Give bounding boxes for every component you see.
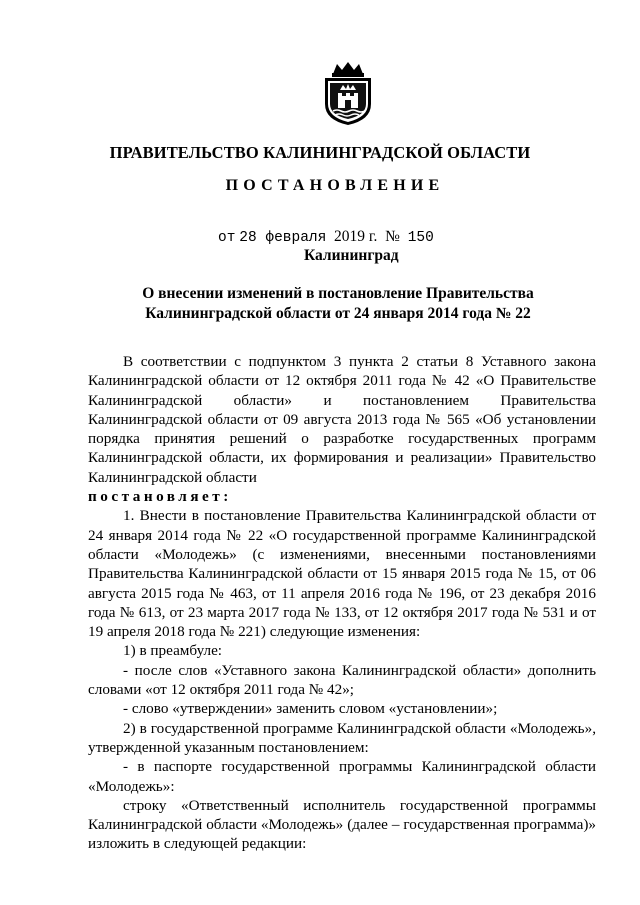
coat-of-arms-icon — [319, 60, 377, 126]
paragraph-subitem-1: 1) в преамбуле: — [123, 642, 223, 660]
document-body — [88, 352, 596, 854]
document-subject — [0, 284, 640, 324]
paragraph-item-1: 1. Внести в постановление Правительства Калининградской области от 24 января 2014 года № 22 «О государственной программе Калининградской области «Молодежь» (с изменениями, внесенными постановлениями Правительства Калининградской области от 15 января 2015 года № 15, от 06 августа 2015 года № 463, от 11 апреля 2016 года № 196, от 23 декабря 2016 года № 613, от 23 марта 2017 года № 133, от 12 октября 2017 года № 531 и от 19 апреля 2018 года № 221) следующие изменения: — [88, 507, 596, 641]
city: Калининград — [304, 247, 399, 264]
document-type: ПОСТАНОВЛЕНИЕ — [225, 177, 445, 194]
document-number: 150 — [407, 230, 434, 246]
paragraph-subitem-2: 2) в государственной программе Калининградской области «Молодежь», утвержденной указанным постановлением: — [88, 719, 596, 756]
paragraph-row-change: строку «Ответственный исполнитель государственной программы Калининградской области «Молодежь» (далее – государственная программа)» изложить в следующей редакции: — [88, 796, 596, 853]
date-prefix: от — [218, 230, 236, 246]
number-sign: № — [385, 228, 400, 245]
paragraph-dash-3: - в паспорте государственной программы Калининградской области «Молодежь»: — [88, 758, 596, 795]
paragraph-dash-1: - после слов «Уставного закона Калининградской области» дополнить словами «от 12 октября 2011 года № 42»; — [88, 661, 596, 699]
subject-line-2: Калининградской области от 24 января 2014 года № 22 — [145, 305, 531, 322]
organization-title: ПРАВИТЕЛЬСТВО КАЛИНИНГРАДСКОЙ ОБЛАСТИ — [109, 143, 531, 162]
subject-line-1: О внесении изменений в постановление Правительства — [142, 285, 534, 302]
date-day-month: 28 февраля — [239, 230, 327, 246]
resolves-word: постановляет: — [88, 488, 232, 506]
date-year: 2019 г. — [334, 228, 378, 245]
paragraph-dash-2: - слово «утверждении» заменить словом «установлении»; — [123, 700, 498, 718]
date-and-number — [218, 228, 434, 246]
paragraph-preamble: В соответствии с подпунктом 3 пункта 2 статьи 8 Уставного закона Калининградской области от 12 октября 2011 года № 42 «О Правительстве Калининградской области» и постановлением Правительства Калининградской области от 09 августа 2013 года № 565 «Об установлении порядка принятия решений о разработке государственных программ Калининградской области, их формирования и реализации» Правительство Калининградской области — [88, 353, 596, 486]
